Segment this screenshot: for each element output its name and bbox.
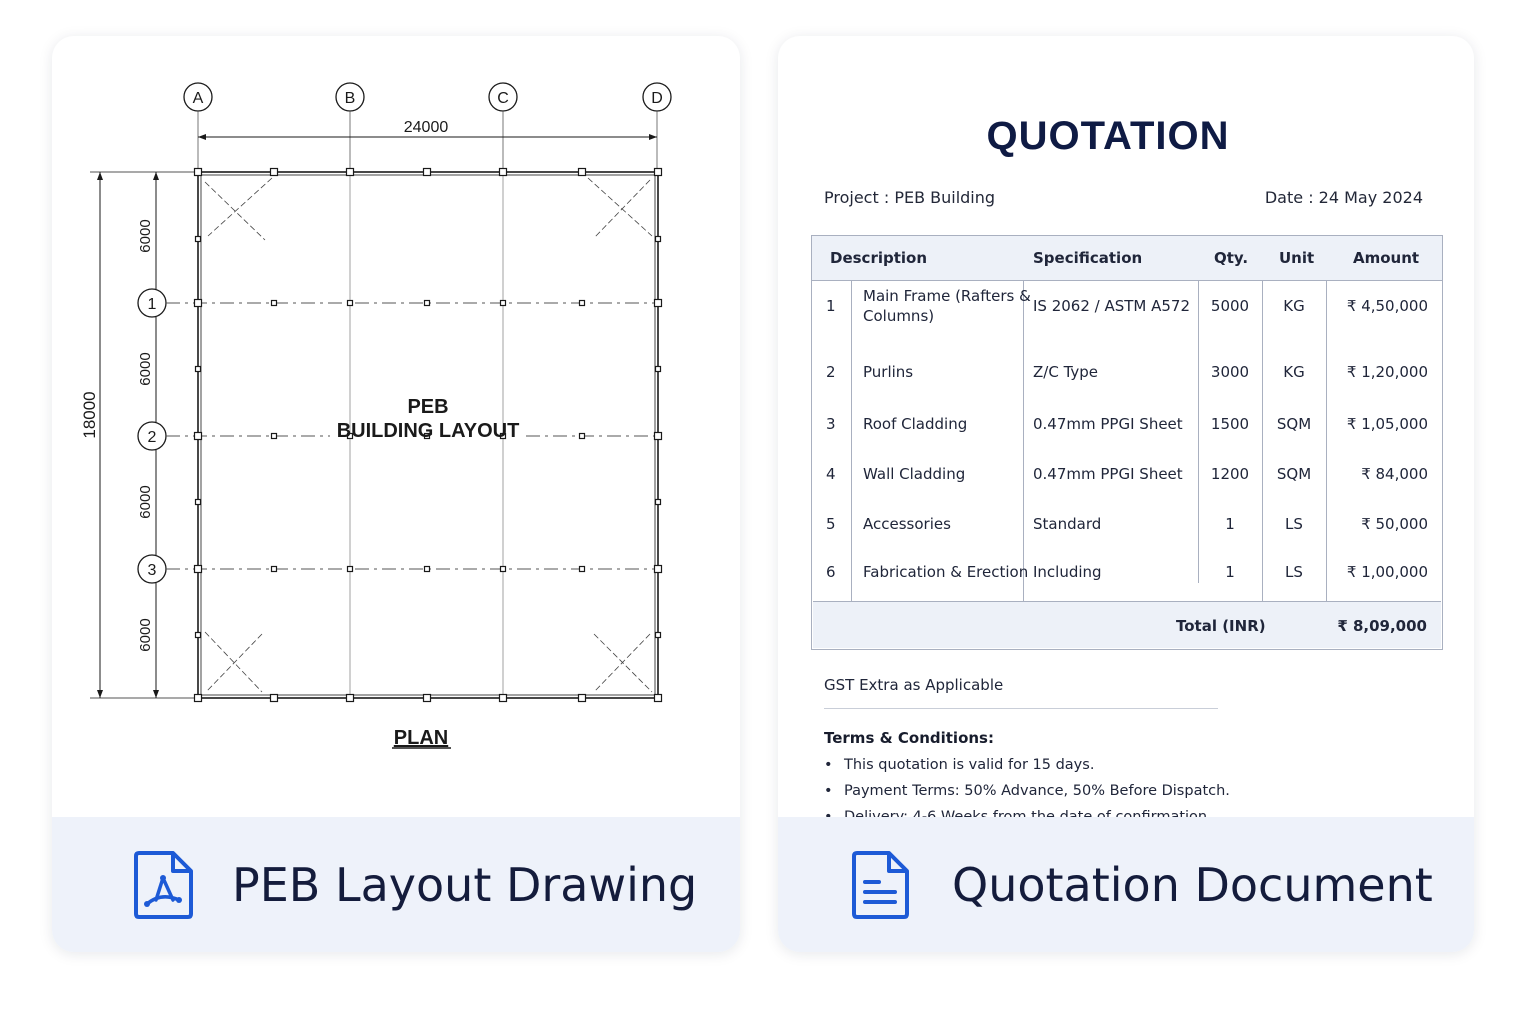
column-marker (656, 367, 661, 372)
row-amount: ₹ 1,20,000 (1346, 363, 1428, 381)
date-value: 24 May 2024 (1318, 188, 1423, 207)
row-description: Roof Cladding (863, 415, 968, 433)
layout-card-title: PEB Layout Drawing (232, 857, 698, 912)
svg-text:24000: 24000 (403, 119, 449, 136)
pdf-file-icon (133, 850, 195, 920)
terms-item: • Payment Terms: 50% Advance, 50% Before Dispatch. (824, 783, 1230, 799)
column-marker (272, 434, 277, 439)
row-unit: LS (1285, 515, 1303, 533)
column-marker (196, 367, 201, 372)
column-marker (425, 301, 430, 306)
column-marker (195, 300, 202, 307)
column-marker (655, 695, 662, 702)
row-number: 3 (826, 415, 836, 433)
drawing-title-line2: BUILDING LAYOUT (336, 420, 520, 442)
svg-text:D: D (651, 90, 663, 107)
plan-drawing (52, 36, 740, 816)
column-marker (656, 500, 661, 505)
col-header-unit: Unit (1279, 249, 1315, 267)
column-marker (424, 695, 431, 702)
column-marker (271, 695, 278, 702)
column-marker (656, 237, 661, 242)
column-marker (195, 566, 202, 573)
row-specification: Including (1033, 563, 1102, 581)
row-description: Wall Cladding (863, 465, 966, 483)
grid-bubble-d (643, 83, 671, 111)
row-amount: ₹ 1,05,000 (1346, 415, 1428, 433)
project-info (824, 188, 995, 207)
column-marker (580, 434, 585, 439)
column-marker (655, 433, 662, 440)
column-marker (579, 695, 586, 702)
row-qty: 1 (1225, 563, 1235, 581)
svg-text:3: 3 (147, 562, 157, 579)
column-marker (348, 301, 353, 306)
column-marker (347, 169, 354, 176)
row-number: 4 (826, 465, 836, 483)
quotation-card-title: Quotation Document (952, 857, 1433, 912)
grid-bubble-2 (138, 422, 166, 450)
row-qty: 1 (1225, 515, 1235, 533)
svg-text:18000: 18000 (80, 391, 99, 439)
project-value: PEB Building (894, 188, 996, 207)
col-header-amount: Amount (1353, 249, 1420, 267)
quotation-table (811, 235, 1443, 650)
column-marker (272, 301, 277, 306)
row-number: 2 (826, 363, 836, 381)
column-marker (655, 169, 662, 176)
column-marker (424, 169, 431, 176)
document-icon (851, 850, 913, 920)
row-qty: 5000 (1210, 297, 1250, 315)
date-info (1265, 188, 1423, 207)
column-marker (271, 169, 278, 176)
layout-card-footer[interactable] (52, 817, 740, 952)
column-marker (579, 169, 586, 176)
quotation-title: QUOTATION (986, 114, 1230, 158)
row-description: Accessories (863, 515, 951, 533)
row-unit: KG (1283, 297, 1305, 315)
date-label: Date : (1264, 188, 1314, 207)
grid-bubble-b (336, 83, 364, 111)
svg-text:6000: 6000 (137, 485, 154, 519)
terms-title: Terms & Conditions: (824, 729, 994, 747)
row-amount: ₹ 1,00,000 (1346, 563, 1428, 581)
col-header-qty: Qty. (1214, 249, 1249, 267)
row-description: Fabrication & Erection (863, 563, 1029, 581)
svg-text:2: 2 (147, 429, 157, 446)
column-marker (195, 169, 202, 176)
row-amount: ₹ 84,000 (1361, 465, 1428, 483)
grid-bubble-c (489, 83, 517, 111)
column-marker (196, 500, 201, 505)
col-header-description: Description (830, 249, 928, 267)
overall-width-dimension (198, 119, 657, 140)
row-number: 1 (826, 297, 836, 315)
row-amount: ₹ 4,50,000 (1346, 297, 1428, 315)
row-unit: KG (1283, 363, 1305, 381)
divider (824, 708, 1218, 709)
column-marker (348, 567, 353, 572)
project-label: Project : (824, 188, 890, 207)
column-marker (196, 237, 201, 242)
column-marker (580, 567, 585, 572)
svg-text:B: B (344, 90, 356, 107)
row-description: Purlins (863, 363, 914, 381)
svg-text:C: C (497, 90, 509, 107)
col-header-specification: Specification (1033, 249, 1143, 267)
row-specification: Standard (1033, 515, 1102, 533)
row-number: 5 (826, 515, 836, 533)
grid-bubble-3 (138, 555, 166, 583)
row-description-cont: Columns) (863, 307, 935, 325)
drawing-title-line1: PEB (407, 396, 449, 418)
column-marker (500, 169, 507, 176)
total-row (813, 601, 1441, 648)
row-unit: SQM (1276, 415, 1312, 433)
svg-text:6000: 6000 (137, 352, 154, 386)
svg-text:6000: 6000 (137, 219, 154, 253)
column-marker (580, 301, 585, 306)
row-unit: LS (1285, 563, 1303, 581)
terms-item: • This quotation is valid for 15 days. (824, 757, 1095, 773)
column-marker (195, 433, 202, 440)
column-marker (272, 567, 277, 572)
row-number: 6 (826, 563, 836, 581)
quotation-card-footer[interactable] (778, 817, 1474, 952)
column-marker (347, 695, 354, 702)
row-specification: 0.47mm PPGI Sheet (1033, 465, 1183, 483)
svg-text:6000: 6000 (137, 618, 154, 652)
row-qty: 1200 (1210, 465, 1250, 483)
column-marker (425, 567, 430, 572)
quotation-card[interactable] (778, 36, 1474, 952)
row-qty: 1500 (1210, 415, 1250, 433)
row-qty: 3000 (1210, 363, 1250, 381)
row-description: Main Frame (Rafters & (863, 287, 1031, 305)
row-specification: Z/C Type (1033, 363, 1099, 381)
column-marker (195, 695, 202, 702)
column-marker (196, 633, 201, 638)
column-marker (655, 300, 662, 307)
svg-text:A: A (192, 90, 204, 107)
gst-note: GST Extra as Applicable (824, 676, 1004, 694)
svg-text:1: 1 (147, 296, 157, 313)
column-marker (655, 566, 662, 573)
column-marker (501, 301, 506, 306)
row-specification: IS 2062 / ASTM A572 (1033, 297, 1191, 315)
column-marker (656, 633, 661, 638)
column-marker (501, 567, 506, 572)
total-value: ₹ 8,09,000 (1337, 617, 1427, 635)
plan-label: PLAN (393, 727, 449, 749)
grid-bubble-1 (138, 289, 166, 317)
total-label: Total (INR) (1176, 617, 1266, 635)
row-specification: 0.47mm PPGI Sheet (1033, 415, 1183, 433)
grid-bubble-a (184, 83, 212, 111)
row-unit: SQM (1276, 465, 1312, 483)
layout-drawing-card[interactable] (52, 36, 740, 952)
row-amount: ₹ 50,000 (1361, 515, 1428, 533)
column-marker (500, 695, 507, 702)
